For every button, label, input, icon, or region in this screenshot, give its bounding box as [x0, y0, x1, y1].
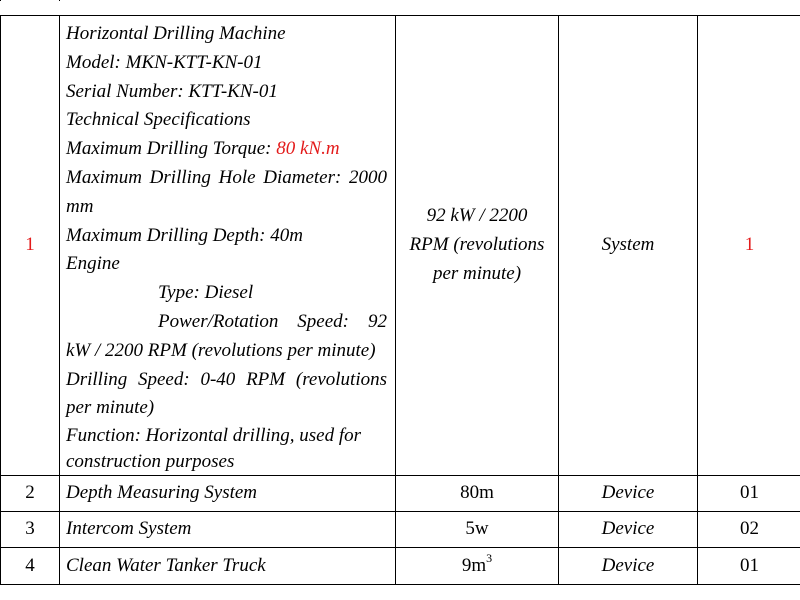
unit-cell: Device	[559, 512, 698, 548]
torque-label: Maximum Drilling Torque:	[66, 138, 277, 160]
quantity-cell: 1	[698, 16, 800, 476]
spec-line: Technical Specifications	[66, 109, 251, 131]
diameter-line: Maximum Drilling Hole Diameter: 2000 mm	[66, 166, 387, 217]
spec-line: Model: MKN-KTT-KN-01	[66, 51, 263, 73]
table-header-fragment	[0, 0, 800, 1]
equipment-name: Clean Water Tanker Truck	[60, 548, 396, 585]
table-row	[1, 16, 800, 476]
engine-line: Engine	[66, 253, 120, 275]
torque-value: 80 kN.m	[276, 138, 340, 160]
capacity-cell: 92 kW / 2200 RPM (revolutions per minute)	[396, 16, 559, 476]
capacity-cell	[396, 548, 559, 585]
table-row	[1, 476, 800, 512]
function-line: Function: Horizontal drilling, used for construction purposes	[66, 425, 362, 473]
unit-cell: System	[559, 16, 698, 476]
equipment-specification	[60, 16, 396, 476]
row-number: 3	[1, 512, 60, 548]
row-number: 2	[1, 476, 60, 512]
table-row	[1, 548, 800, 585]
row-number: 4	[1, 548, 60, 585]
quantity-cell: 01	[698, 476, 800, 512]
spec-line: Serial Number: KTT-KN-01	[66, 80, 278, 102]
depth-line: Maximum Drilling Depth: 40m	[66, 224, 303, 246]
equipment-table	[0, 15, 800, 585]
unit-cell: Device	[559, 476, 698, 512]
drilling-speed-line: Drilling Speed: 0-40 RPM (revolutions per minute)	[66, 368, 387, 419]
torque-line	[66, 135, 387, 164]
table-row	[1, 512, 800, 548]
equipment-name: Depth Measuring System	[60, 476, 396, 512]
unit-cell: Device	[559, 548, 698, 585]
capacity-value: 9m	[461, 554, 487, 576]
capacity-cell: 5w	[396, 512, 559, 548]
capacity-superscript: 3	[486, 550, 493, 565]
row-number: 1	[1, 16, 60, 476]
spec-line: Horizontal Drilling Machine	[66, 23, 286, 44]
engine-type-line: Type: Diesel	[158, 282, 254, 304]
capacity-cell: 80m	[396, 476, 559, 512]
equipment-name: Intercom System	[60, 512, 396, 548]
quantity-cell: 02	[698, 512, 800, 548]
engine-power-line: Power/Rotation Speed: 92 kW / 2200 RPM (revolutions per minute)	[66, 310, 387, 361]
quantity-cell: 01	[698, 548, 800, 585]
